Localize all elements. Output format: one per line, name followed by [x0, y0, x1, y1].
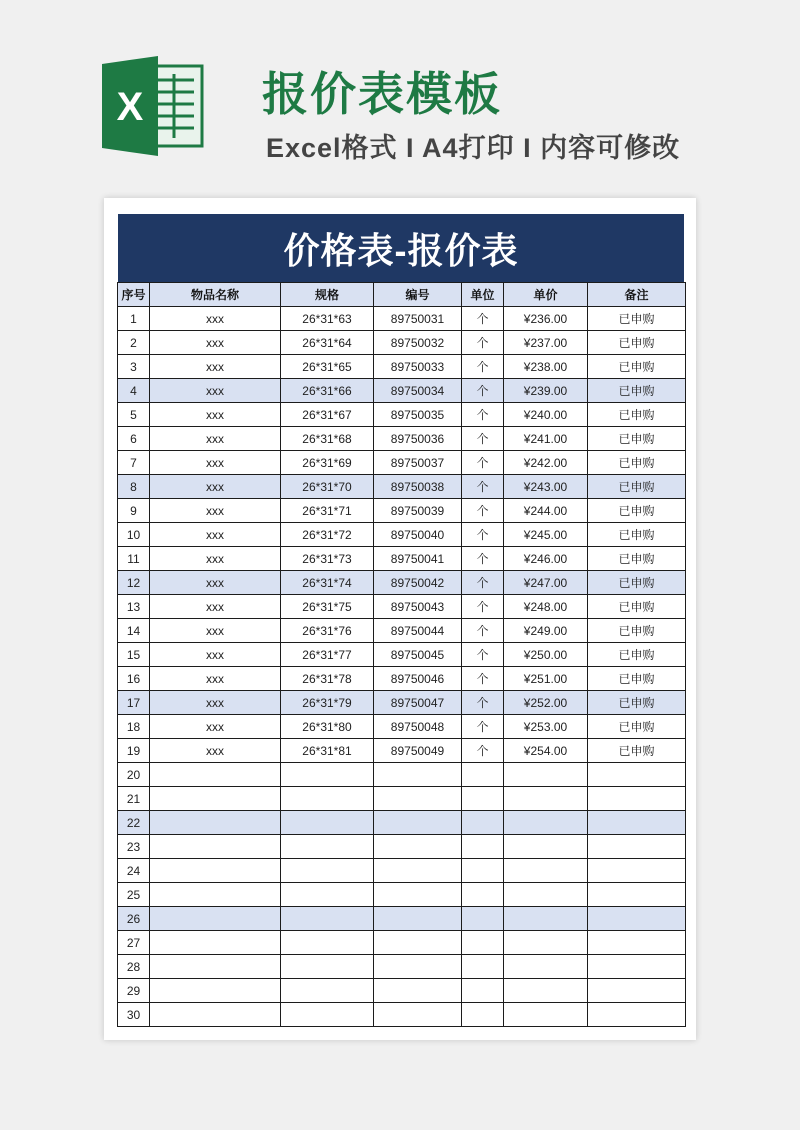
- spec-cell[interactable]: [281, 979, 374, 1003]
- header-cell-code[interactable]: 编号: [374, 283, 462, 307]
- price-cell[interactable]: ¥254.00: [504, 739, 588, 763]
- code-cell[interactable]: 89750040: [374, 523, 462, 547]
- table-row: [118, 451, 686, 475]
- code-cell[interactable]: 89750034: [374, 379, 462, 403]
- spec-cell[interactable]: 26*31*78: [281, 667, 374, 691]
- index-cell[interactable]: 24: [118, 859, 150, 883]
- table-row: [118, 403, 686, 427]
- price-cell[interactable]: ¥244.00: [504, 499, 588, 523]
- index-cell[interactable]: 27: [118, 931, 150, 955]
- unit-cell[interactable]: 个: [462, 715, 504, 739]
- note-cell[interactable]: [588, 979, 686, 1003]
- code-cell[interactable]: [374, 883, 462, 907]
- code-cell[interactable]: 89750048: [374, 715, 462, 739]
- index-cell[interactable]: 7: [118, 451, 150, 475]
- item-name-cell[interactable]: xxx: [150, 667, 281, 691]
- code-cell[interactable]: 89750042: [374, 571, 462, 595]
- spec-cell[interactable]: [281, 955, 374, 979]
- unit-cell[interactable]: 个: [462, 331, 504, 355]
- code-cell[interactable]: 89750038: [374, 475, 462, 499]
- index-cell[interactable]: 11: [118, 547, 150, 571]
- spec-cell[interactable]: 26*31*79: [281, 691, 374, 715]
- index-cell[interactable]: 28: [118, 955, 150, 979]
- note-cell[interactable]: 已申购: [588, 571, 686, 595]
- note-cell[interactable]: 已申购: [588, 307, 686, 331]
- code-cell[interactable]: 89750039: [374, 499, 462, 523]
- price-cell[interactable]: ¥237.00: [504, 331, 588, 355]
- note-cell[interactable]: 已申购: [588, 427, 686, 451]
- table-row: [118, 691, 686, 715]
- code-cell[interactable]: 89750031: [374, 307, 462, 331]
- table-row: [118, 979, 686, 1003]
- unit-cell[interactable]: 个: [462, 643, 504, 667]
- spec-cell[interactable]: 26*31*67: [281, 403, 374, 427]
- table-row: [118, 715, 686, 739]
- note-cell[interactable]: 已申购: [588, 379, 686, 403]
- index-cell[interactable]: 29: [118, 979, 150, 1003]
- note-cell[interactable]: 已申购: [588, 355, 686, 379]
- note-cell[interactable]: 已申购: [588, 451, 686, 475]
- excel-logo-letter: X: [116, 85, 144, 129]
- table-row: [118, 595, 686, 619]
- table-row: [118, 811, 686, 835]
- spec-cell[interactable]: [281, 931, 374, 955]
- unit-cell[interactable]: [462, 859, 504, 883]
- unit-cell[interactable]: 个: [462, 403, 504, 427]
- spec-cell[interactable]: 26*31*66: [281, 379, 374, 403]
- note-cell[interactable]: 已申购: [588, 691, 686, 715]
- page-subtitle: Excel格式 I A4打印 I 内容可修改: [266, 133, 681, 163]
- spec-cell[interactable]: 26*31*65: [281, 355, 374, 379]
- note-cell[interactable]: 已申购: [588, 475, 686, 499]
- price-cell[interactable]: [504, 763, 588, 787]
- index-cell[interactable]: 5: [118, 403, 150, 427]
- table-row: [118, 331, 686, 355]
- price-cell[interactable]: ¥238.00: [504, 355, 588, 379]
- index-cell[interactable]: 12: [118, 571, 150, 595]
- price-cell[interactable]: ¥243.00: [504, 475, 588, 499]
- item-name-cell[interactable]: xxx: [150, 307, 281, 331]
- price-cell[interactable]: [504, 787, 588, 811]
- table-row: [118, 931, 686, 955]
- unit-cell[interactable]: [462, 811, 504, 835]
- item-name-cell[interactable]: [150, 955, 281, 979]
- unit-cell[interactable]: 个: [462, 595, 504, 619]
- table-row: [118, 307, 686, 331]
- note-cell[interactable]: [588, 1003, 686, 1027]
- index-cell[interactable]: 9: [118, 499, 150, 523]
- index-cell[interactable]: 25: [118, 883, 150, 907]
- spec-cell[interactable]: 26*31*74: [281, 571, 374, 595]
- code-cell[interactable]: 89750046: [374, 667, 462, 691]
- spec-cell[interactable]: 26*31*69: [281, 451, 374, 475]
- note-cell[interactable]: [588, 859, 686, 883]
- item-name-cell[interactable]: xxx: [150, 523, 281, 547]
- item-name-cell[interactable]: [150, 907, 281, 931]
- note-cell[interactable]: 已申购: [588, 523, 686, 547]
- item-name-cell[interactable]: xxx: [150, 379, 281, 403]
- code-cell[interactable]: [374, 907, 462, 931]
- price-cell[interactable]: [504, 955, 588, 979]
- table-row: [118, 859, 686, 883]
- price-cell[interactable]: ¥250.00: [504, 643, 588, 667]
- unit-cell[interactable]: 个: [462, 571, 504, 595]
- code-cell[interactable]: [374, 979, 462, 1003]
- index-cell[interactable]: 20: [118, 763, 150, 787]
- price-cell[interactable]: [504, 859, 588, 883]
- header-cell-price[interactable]: 单价: [504, 283, 588, 307]
- index-cell[interactable]: 18: [118, 715, 150, 739]
- index-cell[interactable]: 19: [118, 739, 150, 763]
- spec-cell[interactable]: 26*31*80: [281, 715, 374, 739]
- note-cell[interactable]: 已申购: [588, 499, 686, 523]
- note-cell[interactable]: [588, 931, 686, 955]
- price-cell[interactable]: ¥236.00: [504, 307, 588, 331]
- code-cell[interactable]: [374, 763, 462, 787]
- item-name-cell[interactable]: [150, 835, 281, 859]
- table-row: [118, 379, 686, 403]
- note-cell[interactable]: 已申购: [588, 715, 686, 739]
- table-row: [118, 547, 686, 571]
- header-cell-index[interactable]: 序号: [118, 283, 150, 307]
- code-cell[interactable]: 89750033: [374, 355, 462, 379]
- item-name-cell[interactable]: xxx: [150, 499, 281, 523]
- item-name-cell[interactable]: [150, 1003, 281, 1027]
- index-cell[interactable]: 2: [118, 331, 150, 355]
- unit-cell[interactable]: [462, 787, 504, 811]
- code-cell[interactable]: 89750045: [374, 643, 462, 667]
- item-name-cell[interactable]: xxx: [150, 619, 281, 643]
- unit-cell[interactable]: 个: [462, 499, 504, 523]
- unit-cell[interactable]: [462, 979, 504, 1003]
- table-row: [118, 787, 686, 811]
- item-name-cell[interactable]: xxx: [150, 547, 281, 571]
- item-name-cell[interactable]: xxx: [150, 451, 281, 475]
- code-cell[interactable]: 89750032: [374, 331, 462, 355]
- code-cell[interactable]: [374, 787, 462, 811]
- index-cell[interactable]: 8: [118, 475, 150, 499]
- spec-cell[interactable]: 26*31*75: [281, 595, 374, 619]
- spec-cell[interactable]: [281, 835, 374, 859]
- note-cell[interactable]: [588, 955, 686, 979]
- unit-cell[interactable]: 个: [462, 355, 504, 379]
- price-cell[interactable]: ¥252.00: [504, 691, 588, 715]
- code-cell[interactable]: 89750041: [374, 547, 462, 571]
- unit-cell[interactable]: 个: [462, 691, 504, 715]
- index-cell[interactable]: 21: [118, 787, 150, 811]
- header-cell-spec[interactable]: 规格: [281, 283, 374, 307]
- code-cell[interactable]: [374, 859, 462, 883]
- item-name-cell[interactable]: xxx: [150, 475, 281, 499]
- table-row: [118, 571, 686, 595]
- table-row: [118, 523, 686, 547]
- note-cell[interactable]: 已申购: [588, 643, 686, 667]
- code-cell[interactable]: [374, 1003, 462, 1027]
- item-name-cell[interactable]: [150, 763, 281, 787]
- spec-cell[interactable]: 26*31*73: [281, 547, 374, 571]
- index-cell[interactable]: 15: [118, 643, 150, 667]
- item-name-cell[interactable]: [150, 787, 281, 811]
- code-cell[interactable]: 89750037: [374, 451, 462, 475]
- item-name-cell[interactable]: xxx: [150, 595, 281, 619]
- index-cell[interactable]: 14: [118, 619, 150, 643]
- price-cell[interactable]: ¥248.00: [504, 595, 588, 619]
- note-cell[interactable]: 已申购: [588, 739, 686, 763]
- table-row: [118, 883, 686, 907]
- unit-cell[interactable]: 个: [462, 307, 504, 331]
- excel-icon: [100, 56, 210, 156]
- note-cell[interactable]: 已申购: [588, 667, 686, 691]
- table-row: [118, 739, 686, 763]
- item-name-cell[interactable]: xxx: [150, 331, 281, 355]
- note-cell[interactable]: 已申购: [588, 619, 686, 643]
- table-row: [118, 427, 686, 451]
- price-cell[interactable]: ¥247.00: [504, 571, 588, 595]
- code-cell[interactable]: 89750036: [374, 427, 462, 451]
- table-row: [118, 643, 686, 667]
- item-name-cell[interactable]: xxx: [150, 427, 281, 451]
- code-cell[interactable]: 89750049: [374, 739, 462, 763]
- note-cell[interactable]: [588, 883, 686, 907]
- item-name-cell[interactable]: [150, 859, 281, 883]
- price-cell[interactable]: [504, 1003, 588, 1027]
- note-cell[interactable]: 已申购: [588, 331, 686, 355]
- spec-cell[interactable]: 26*31*77: [281, 643, 374, 667]
- code-cell[interactable]: 89750047: [374, 691, 462, 715]
- unit-cell[interactable]: 个: [462, 379, 504, 403]
- price-cell[interactable]: [504, 907, 588, 931]
- unit-cell[interactable]: 个: [462, 451, 504, 475]
- index-cell[interactable]: 26: [118, 907, 150, 931]
- price-cell[interactable]: [504, 811, 588, 835]
- spec-cell[interactable]: [281, 1003, 374, 1027]
- header-cell-item-name[interactable]: 物品名称: [150, 283, 281, 307]
- index-cell[interactable]: 17: [118, 691, 150, 715]
- price-cell[interactable]: ¥241.00: [504, 427, 588, 451]
- spec-cell[interactable]: 26*31*76: [281, 619, 374, 643]
- note-cell[interactable]: [588, 907, 686, 931]
- price-cell[interactable]: [504, 835, 588, 859]
- spec-cell[interactable]: [281, 859, 374, 883]
- spec-cell[interactable]: [281, 811, 374, 835]
- price-cell[interactable]: ¥240.00: [504, 403, 588, 427]
- item-name-cell[interactable]: xxx: [150, 643, 281, 667]
- price-table: [117, 282, 686, 1027]
- note-cell[interactable]: 已申购: [588, 403, 686, 427]
- note-cell[interactable]: [588, 835, 686, 859]
- index-cell[interactable]: 3: [118, 355, 150, 379]
- price-cell[interactable]: [504, 979, 588, 1003]
- unit-cell[interactable]: 个: [462, 547, 504, 571]
- index-cell[interactable]: 30: [118, 1003, 150, 1027]
- price-cell[interactable]: ¥246.00: [504, 547, 588, 571]
- code-cell[interactable]: [374, 835, 462, 859]
- table-row: [118, 763, 686, 787]
- unit-cell[interactable]: 个: [462, 427, 504, 451]
- table-row: [118, 907, 686, 931]
- spec-cell[interactable]: [281, 883, 374, 907]
- unit-cell[interactable]: [462, 955, 504, 979]
- index-cell[interactable]: 16: [118, 667, 150, 691]
- index-cell[interactable]: 1: [118, 307, 150, 331]
- unit-cell[interactable]: [462, 835, 504, 859]
- sheet-title: 价格表-报价表: [118, 214, 684, 282]
- price-cell[interactable]: ¥245.00: [504, 523, 588, 547]
- table-header-row: [118, 283, 686, 307]
- item-name-cell[interactable]: xxx: [150, 691, 281, 715]
- item-name-cell[interactable]: xxx: [150, 571, 281, 595]
- spec-cell[interactable]: 26*31*71: [281, 499, 374, 523]
- table-row: [118, 499, 686, 523]
- index-cell[interactable]: 23: [118, 835, 150, 859]
- price-cell[interactable]: ¥239.00: [504, 379, 588, 403]
- spec-cell[interactable]: 26*31*81: [281, 739, 374, 763]
- item-name-cell[interactable]: [150, 931, 281, 955]
- spec-cell[interactable]: [281, 763, 374, 787]
- index-cell[interactable]: 6: [118, 427, 150, 451]
- table-row: [118, 1003, 686, 1027]
- table-row: [118, 355, 686, 379]
- spec-cell[interactable]: [281, 787, 374, 811]
- index-cell[interactable]: 22: [118, 811, 150, 835]
- spec-cell[interactable]: 26*31*64: [281, 331, 374, 355]
- table-row: [118, 667, 686, 691]
- spec-cell[interactable]: 26*31*68: [281, 427, 374, 451]
- unit-cell[interactable]: [462, 907, 504, 931]
- code-cell[interactable]: 89750043: [374, 595, 462, 619]
- index-cell[interactable]: 13: [118, 595, 150, 619]
- code-cell[interactable]: 89750035: [374, 403, 462, 427]
- unit-cell[interactable]: 个: [462, 739, 504, 763]
- unit-cell[interactable]: 个: [462, 523, 504, 547]
- item-name-cell[interactable]: [150, 883, 281, 907]
- price-cell[interactable]: [504, 931, 588, 955]
- unit-cell[interactable]: [462, 1003, 504, 1027]
- price-cell[interactable]: [504, 883, 588, 907]
- spec-cell[interactable]: 26*31*72: [281, 523, 374, 547]
- item-name-cell[interactable]: xxx: [150, 739, 281, 763]
- note-cell[interactable]: 已申购: [588, 595, 686, 619]
- note-cell[interactable]: [588, 811, 686, 835]
- code-cell[interactable]: [374, 931, 462, 955]
- unit-cell[interactable]: 个: [462, 619, 504, 643]
- spec-cell[interactable]: 26*31*63: [281, 307, 374, 331]
- spec-cell[interactable]: 26*31*70: [281, 475, 374, 499]
- price-cell[interactable]: ¥249.00: [504, 619, 588, 643]
- unit-cell[interactable]: 个: [462, 667, 504, 691]
- note-cell[interactable]: 已申购: [588, 547, 686, 571]
- note-cell[interactable]: [588, 763, 686, 787]
- page-title: 报价表模板: [262, 68, 502, 120]
- table-row: [118, 619, 686, 643]
- price-cell[interactable]: ¥251.00: [504, 667, 588, 691]
- table-row: [118, 475, 686, 499]
- item-name-cell[interactable]: [150, 979, 281, 1003]
- table-row: [118, 955, 686, 979]
- item-name-cell[interactable]: xxx: [150, 715, 281, 739]
- header-cell-unit[interactable]: 单位: [462, 283, 504, 307]
- item-name-cell[interactable]: xxx: [150, 355, 281, 379]
- item-name-cell[interactable]: [150, 811, 281, 835]
- unit-cell[interactable]: [462, 883, 504, 907]
- price-cell[interactable]: ¥242.00: [504, 451, 588, 475]
- note-cell[interactable]: [588, 787, 686, 811]
- code-cell[interactable]: 89750044: [374, 619, 462, 643]
- price-cell[interactable]: ¥253.00: [504, 715, 588, 739]
- header-cell-note[interactable]: 备注: [588, 283, 686, 307]
- table-row: [118, 835, 686, 859]
- unit-cell[interactable]: [462, 763, 504, 787]
- code-cell[interactable]: [374, 811, 462, 835]
- item-name-cell[interactable]: xxx: [150, 403, 281, 427]
- unit-cell[interactable]: [462, 931, 504, 955]
- index-cell[interactable]: 10: [118, 523, 150, 547]
- code-cell[interactable]: [374, 955, 462, 979]
- index-cell[interactable]: 4: [118, 379, 150, 403]
- unit-cell[interactable]: 个: [462, 475, 504, 499]
- spec-cell[interactable]: [281, 907, 374, 931]
